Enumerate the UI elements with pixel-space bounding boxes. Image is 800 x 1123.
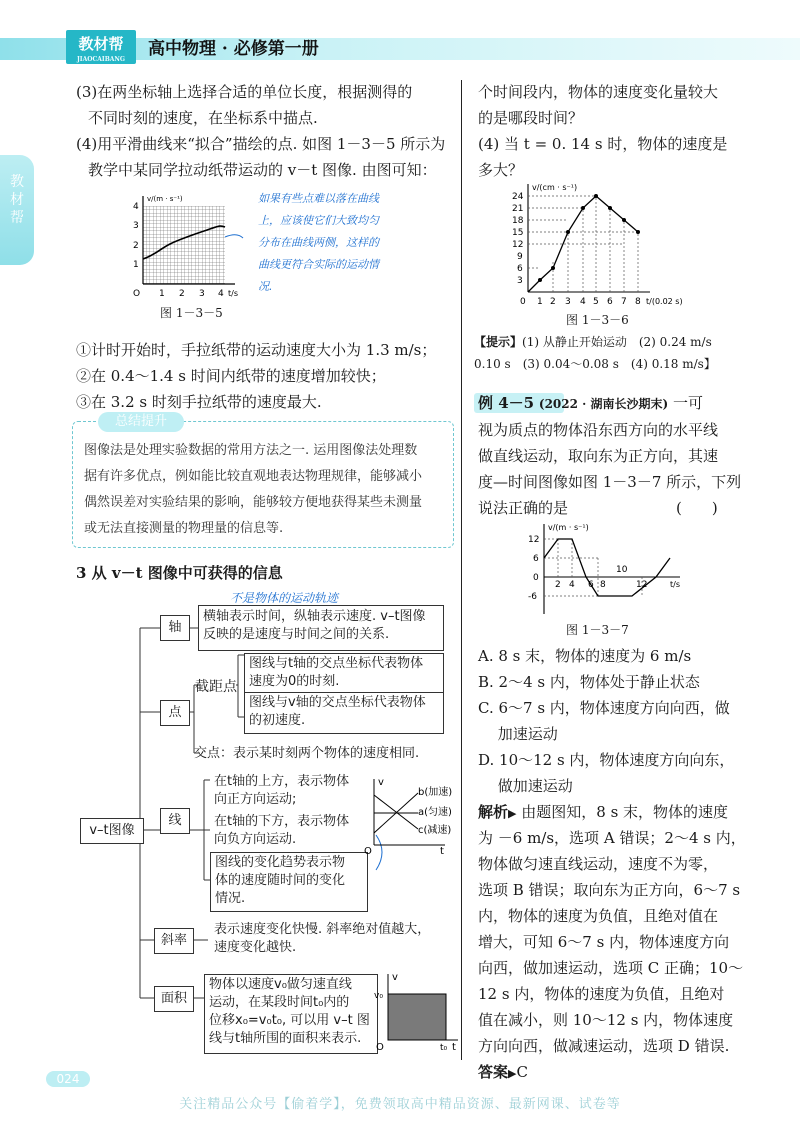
answer-value: C: [516, 1063, 528, 1081]
analysis-line: 方向向西，做减速运动，选项 D 错误.: [478, 1037, 730, 1055]
fig136-ytick: 6: [517, 264, 523, 274]
line-below-text: 在t轴的下方，表示物体: [214, 814, 350, 829]
paragraph-step4-line2: 教学中某同学拉动纸带运动的 v－t 图像. 由图可知：: [88, 161, 437, 179]
mindmap-axis-box: [198, 605, 444, 651]
area-graph-t0: t₀: [440, 1043, 448, 1052]
fig135-xtick: 3: [199, 289, 205, 299]
example-heading: [478, 392, 703, 415]
note-line: 如果有些点难以落在曲线: [258, 192, 379, 205]
analysis-line: 内，物体的速度为负值，且绝对值在: [478, 907, 719, 925]
answer-line: 答案▶C: [478, 1063, 528, 1081]
page-number: 024: [46, 1071, 90, 1087]
analysis-line: 物体做匀速直线运动，速度不为零，: [478, 855, 719, 873]
fig136-xtick: 2: [550, 297, 556, 307]
line-trend-text: 体的速度随时间的变化: [215, 873, 346, 888]
note-line: 曲线更符合实际的运动情: [258, 258, 379, 271]
summary-line: 图像法是处理实验数据的常用方法之一. 运用图像法处理数: [84, 443, 418, 458]
analysis-line: 增大，可知 6～7 s 内，物体速度方向: [478, 933, 730, 951]
line-above-text: 在t轴的上方，表示物体: [214, 774, 350, 789]
fig135-ytick: 4: [133, 202, 139, 212]
fig136-xtick: 7: [621, 297, 627, 307]
area-graph-v0: v₀: [374, 991, 383, 1001]
fig137-caption: 图 1－3－7: [566, 623, 629, 637]
figure-1-3-5: [125, 192, 250, 304]
area-graph-origin: O: [376, 1042, 384, 1052]
example-tag: 例 4－5: [478, 394, 535, 412]
fig137-ytick: -6: [528, 592, 537, 602]
mindmap-intercept-t: [244, 653, 444, 695]
fig136-xtick: 6: [607, 297, 613, 307]
fig137-ytick: 12: [528, 535, 540, 545]
fig135-xtick: 2: [179, 289, 185, 299]
fig136-ytick: 3: [517, 276, 523, 286]
fig136-origin: 0: [520, 297, 526, 307]
mindmap-point-node: 点: [160, 700, 190, 726]
fig136-ytick: 9: [517, 252, 523, 262]
fig136-xtick: 3: [565, 297, 571, 307]
slope-text-line: 表示速度变化快慢. 斜率绝对值越大，: [214, 922, 431, 937]
summary-line: 或无法直接测量的物理量的信息等.: [84, 521, 284, 536]
mini-graph-b: b(加速): [418, 787, 453, 798]
mindmap-intercept-label: 截距点: [195, 679, 237, 695]
area-text-line: 位移x₀=v₀t₀, 可以用 v–t 图: [209, 1013, 370, 1028]
brand-logo: [66, 30, 136, 64]
option-a: A. 8 s 末，物体的速度为 6 m/s: [478, 647, 692, 665]
example-line: 一可: [672, 394, 703, 412]
axis-text-line: 横轴表示时间，纵轴表示速度. v–t图像: [203, 609, 426, 624]
note-line: 上，应该使它们大致均匀: [258, 214, 379, 227]
fig135-ytick: 1: [133, 260, 139, 270]
mindmap-area-node: 面积: [154, 986, 194, 1012]
area-graph-v: v: [392, 972, 398, 983]
fig136-ytick: 24: [512, 192, 524, 202]
intercept-t-line: 图线与t轴的交点坐标代表物体: [249, 656, 424, 671]
hint-line: 0.10 s (3) 0.04～0.08 s (4) 0.18 m/s】: [474, 357, 716, 371]
paragraph-step4-line1: (4)用平滑曲线来“拟合”描绘的点. 如图 1－3－5 所示为: [76, 135, 446, 153]
fig136-ytick: 15: [512, 228, 524, 238]
fig135-ytick: 3: [133, 221, 139, 231]
example-line: 度—时间图像如图 1－3－7 所示，下列: [478, 473, 742, 491]
conclusion-1: ①计时开始时，手拉纸带的运动速度大小为 1.3 m/s；: [76, 341, 437, 359]
velocity-polyline-137: [544, 539, 670, 596]
mindmap-area-text: [204, 974, 378, 1054]
note-arrow: [225, 235, 243, 238]
example-line: 做直线运动，取向东为正方向，其速: [478, 447, 719, 465]
analysis-line: 向西，做加速运动，选项 C 正确；10～: [478, 959, 744, 977]
fig136-tlabel: t/(0.02 s): [646, 297, 683, 306]
area-vt-graph: [372, 970, 462, 1052]
hint-line: (1) 从静止开始运动 (2) 0.24 m/s: [522, 335, 712, 349]
mindmap-annotation: 不是物体的运动轨迹: [230, 591, 339, 605]
fig137-xtick: 6: [588, 580, 594, 590]
option-c: C. 6～7 s 内，物体速度方向向西，做: [478, 699, 730, 717]
mini-graph-a: a(匀速): [418, 807, 452, 818]
analysis-line: 为 －6 m/s，选项 A 错误；2～4 s 内，: [478, 829, 746, 847]
question-line: 的是哪段时间？: [478, 109, 584, 127]
example-line: 说法正确的是: [478, 499, 569, 517]
fig136-xtick: 5: [593, 297, 599, 307]
brand-logo-subtext: JIAOCAIBANG: [76, 56, 126, 63]
mini-graph-origin: O: [364, 846, 372, 855]
option-d-cont: 做加速运动: [478, 777, 573, 795]
section-3-title: 3 从 v－t 图像中可获得的信息: [76, 564, 283, 582]
area-text-line: 物体以速度v₀做匀速直线: [209, 977, 352, 992]
fig135-xtick: 1: [159, 289, 165, 299]
fig136-ytick: 18: [512, 216, 524, 226]
fig135-ytick: 2: [133, 241, 139, 251]
brand-logo-text: 教材帮: [78, 35, 124, 53]
hint-block: [474, 331, 716, 375]
area-rectangle: [388, 994, 446, 1040]
conclusion-2: ②在 0.4～1.4 s 时间内纸带的速度增加较快；: [76, 367, 386, 385]
fig136-xtick: 1: [537, 297, 543, 307]
area-text-line: 线与t轴所围的面积来表示.: [209, 1031, 362, 1046]
paragraph-step3-line2: 不同时刻的速度，在坐标系中描点.: [88, 109, 318, 127]
fig136-ytick: 21: [512, 204, 524, 214]
fig137-ytick: 6: [533, 554, 539, 564]
mindmap-root: v–t图像: [80, 818, 144, 844]
fig137-ytick: 0: [533, 573, 539, 583]
mini-graph-t: t: [440, 846, 444, 855]
example-line: 视为质点的物体沿东西方向的水平线: [478, 421, 719, 439]
fig135-tlabel: t/s: [228, 289, 238, 298]
option-b: B. 2～4 s 内，物体处于静止状态: [478, 673, 700, 691]
fig137-xtick: 8: [600, 580, 606, 590]
mini-vt-graph: [360, 775, 458, 855]
handwritten-note: [258, 188, 379, 298]
question-line: (4) 当 t = 0. 14 s 时，物体的速度是: [478, 135, 728, 153]
fig137-xtick: 10: [616, 565, 628, 575]
footer-watermark: 关注精品公众号【偷着学】，免费领取高中精品资源、最新网课、试卷等: [179, 1097, 621, 1112]
fig137-ylabel: v/(m · s⁻¹): [548, 523, 589, 532]
fig136-ylabel: v/(cm · s⁻¹): [532, 183, 578, 192]
analysis-first-line: 解析▶ 由题图知，8 s 末，物体的速度: [478, 803, 729, 821]
fig137-xtick: 4: [569, 580, 575, 590]
intercept-t-line: 速度为0的时刻.: [249, 674, 340, 689]
hint-label: 【提示】: [474, 335, 523, 349]
slope-text-line: 速度变化越快.: [214, 940, 297, 955]
area-text-line: 运动，在某段时间t₀内的: [209, 995, 350, 1010]
analysis-label: 解析: [478, 803, 509, 821]
question-line: 多大？: [478, 161, 524, 179]
line-above-text: 向正方向运动;: [214, 792, 297, 807]
mindmap-slope-node: 斜率: [154, 928, 194, 954]
note-line: 况.: [258, 280, 273, 293]
analysis-line: 值在减小，则 10～12 s 内，物体速度: [478, 1011, 734, 1029]
line-c: [374, 795, 418, 829]
example-source: (2022 · 湖南长沙期末): [538, 397, 669, 411]
book-title: 高中物理 · 必修第一册: [148, 39, 319, 59]
summary-line: 偶然误差对实验结果的影响，能够较方便地获得某些未测量: [84, 495, 423, 510]
option-d: D. 10～12 s 内，物体速度方向向东，: [478, 751, 735, 769]
area-graph-t: t: [452, 1042, 456, 1052]
summary-label: 总结提升: [98, 412, 184, 432]
fig135-caption: 图 1－3－5: [160, 306, 223, 320]
analysis-line: 12 s 内，物体的速度为负值，且绝对: [478, 985, 725, 1003]
option-c-cont: 加速运动: [478, 725, 558, 743]
grid-paper: [143, 206, 225, 284]
conclusion-3: ③在 3.2 s 时刻手拉纸带的速度最大.: [76, 393, 322, 411]
answer-paren: ( ): [676, 499, 718, 517]
line-below-text: 向负方向运动.: [214, 832, 297, 847]
mini-graph-c: c(减速): [418, 825, 452, 836]
fig135-xtick: 4: [218, 289, 224, 299]
paragraph-step3-line1: (3)在两坐标轴上选择合适的单位长度，根据测得的: [76, 83, 413, 101]
note-line: 分布在曲线两侧，这样的: [258, 236, 379, 249]
figure-1-3-6: [500, 180, 720, 310]
fig135-origin: O: [133, 289, 141, 299]
mindmap-line-node: 线: [160, 808, 190, 834]
mindmap-slope-text: [210, 920, 454, 960]
line-trend-text: 情况.: [215, 891, 246, 906]
mindmap-cross-point: 交点：表示某时刻两个物体的速度相同.: [194, 746, 420, 761]
mini-graph-v: v: [378, 777, 384, 788]
mindmap-line-above: [210, 772, 366, 812]
question-line: 个时间段内，物体的速度变化量较大: [478, 83, 719, 101]
analysis-line: 选项 B 错误；取向东为正方向，6～7 s: [478, 881, 741, 899]
mindmap-line-trend: [210, 852, 368, 912]
fig137-tlabel: t/s: [670, 580, 680, 589]
figure-1-3-7: [520, 520, 690, 620]
fig135-ylabel: v/(m · s⁻¹): [147, 195, 183, 203]
intercept-v-line: 图线与v轴的交点坐标代表物体: [249, 695, 426, 710]
line-trend-text: 图线的变化趋势表示物: [215, 855, 346, 870]
fig136-ytick: 12: [512, 240, 524, 250]
side-tab-label: 教材帮: [10, 174, 24, 226]
axis-text-line: 反映的是速度与时间之间的关系.: [203, 627, 390, 642]
fig136-xtick: 8: [635, 297, 641, 307]
mindmap-line-below: [210, 812, 366, 852]
mindmap-intercept-v: [244, 692, 444, 734]
side-tab: [0, 155, 34, 265]
fig137-xtick: 2: [555, 580, 561, 590]
mindmap-axis-node: 轴: [160, 615, 190, 641]
fig136-caption: 图 1－3－6: [566, 313, 629, 327]
summary-line: 据有许多优点，例如能比较直观地表达物理规律，能够减小: [84, 469, 423, 484]
intercept-v-line: 的初速度.: [249, 713, 306, 728]
fig136-xtick: 4: [580, 297, 586, 307]
answer-label: 答案: [478, 1063, 509, 1081]
fig137-xtick: 12: [636, 580, 648, 590]
analysis-line: 由题图知，8 s 末，物体的速度: [521, 803, 729, 821]
